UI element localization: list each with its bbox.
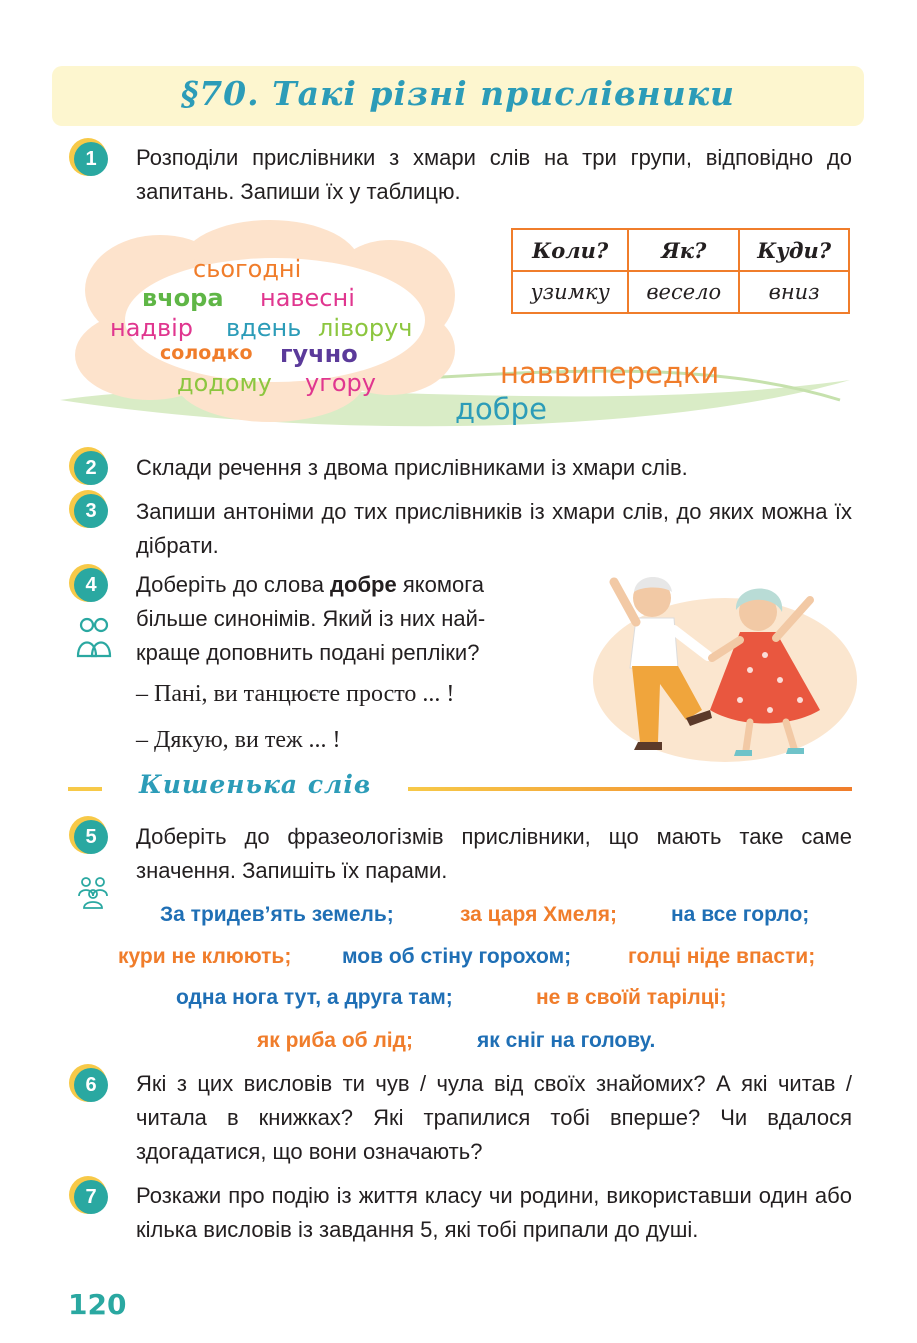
cloud-word: додому [177, 369, 272, 397]
task-4-keyword: добре [330, 572, 397, 597]
task-6-text: Які з цих висловів ти чув / чула від своїх знайомих? А які читав / читала в книжках? Які трапилися тобі вперше? Чи вдалося здогадатися, що вони означають? [136, 1071, 852, 1164]
table-header-cell: Як? [628, 229, 739, 271]
cloud-word: навесні [260, 284, 355, 312]
idiom: як сніг на голову. [477, 1029, 656, 1052]
task-7-number: 7 [74, 1180, 108, 1214]
task-4-text-post: якомога [396, 572, 484, 597]
task-2-text: Склади речення з двома прислівниками із хмари слів. [136, 455, 688, 480]
task-3-number: 3 [74, 494, 108, 528]
task-4-line-3: краще доповнить подані репліки? [136, 640, 480, 665]
pocket-right-rule [408, 787, 852, 791]
task-3-text: Запиши антоніми до тих прислівників із хмари слів, до яких можна їх дібрати. [136, 499, 852, 558]
idiom: голці ніде впасти; [628, 945, 816, 968]
pair-work-icon [76, 616, 112, 660]
task-1-text: Розподіли прислівники з хмари слів на три групи, відповідно до запитань. Запиши їх у таблицю. [136, 145, 852, 204]
pocket-title: Кишенька слів [139, 770, 372, 799]
task-2-number: 2 [74, 451, 108, 485]
cloud-word: вдень [226, 314, 302, 342]
task-1-number: 1 [74, 142, 108, 176]
table-cell: узимку [512, 271, 628, 313]
reply-2: – Дякую, ви теж ... ! [136, 727, 341, 753]
cloud-word: надвір [110, 314, 194, 342]
idiom: не в своїй тарілці; [536, 986, 727, 1009]
idiom: за царя Хмеля; [460, 903, 617, 926]
table-row [512, 271, 849, 313]
idiom: як риба об лід; [257, 1029, 413, 1052]
cloud-word: добре [455, 392, 547, 426]
cloud-word: гучно [280, 340, 358, 368]
page-title: §70. Такі різні прислівники [180, 74, 736, 113]
task-4-line-2: більше синонімів. Який із них най- [136, 606, 486, 631]
idiom: кури не клюють; [118, 945, 292, 968]
task-5-number: 5 [74, 820, 108, 854]
task-4-line-1 [136, 568, 484, 602]
adverb-table [511, 228, 850, 314]
idiom: одна нога тут, а друга там; [176, 986, 453, 1009]
cloud-word: солодко [160, 342, 253, 364]
idiom: мов об стіну горохом; [342, 945, 572, 968]
task-7-text: Розкажи про подію із життя класу чи родини, використавши один або кілька висловів із завдання 5, які тобі припали до душі. [136, 1183, 852, 1242]
table-cell: вниз [739, 271, 849, 313]
cloud-word: наввипередки [500, 356, 720, 390]
cloud-word: сьогодні [193, 255, 302, 283]
idiom: За тридев’ять земель; [160, 903, 394, 926]
table-header-row [512, 229, 849, 271]
cloud-word: угору [305, 369, 376, 397]
table-header-cell: Куди? [739, 229, 849, 271]
task-4-text-pre: Доберіть до слова [136, 572, 331, 597]
idiom: на все горло; [671, 903, 810, 926]
group-work-icon [74, 876, 112, 910]
page-number: 120 [68, 1288, 127, 1321]
pocket-left-rule [68, 787, 102, 791]
task-5-text: Доберіть до фразеологізмів прислівники, що мають таке саме значення. Запишіть їх парами. [136, 824, 852, 883]
cloud-word: ліворуч [318, 314, 413, 342]
table-cell: весело [628, 271, 739, 313]
task-6-number: 6 [74, 1068, 108, 1102]
reply-1: – Пані, ви танцюєте просто ... ! [136, 681, 455, 707]
task-4-number: 4 [74, 568, 108, 602]
dancing-couple-illustration [590, 560, 860, 765]
cloud-word: вчора [142, 284, 224, 312]
table-header-cell: Коли? [512, 229, 628, 271]
